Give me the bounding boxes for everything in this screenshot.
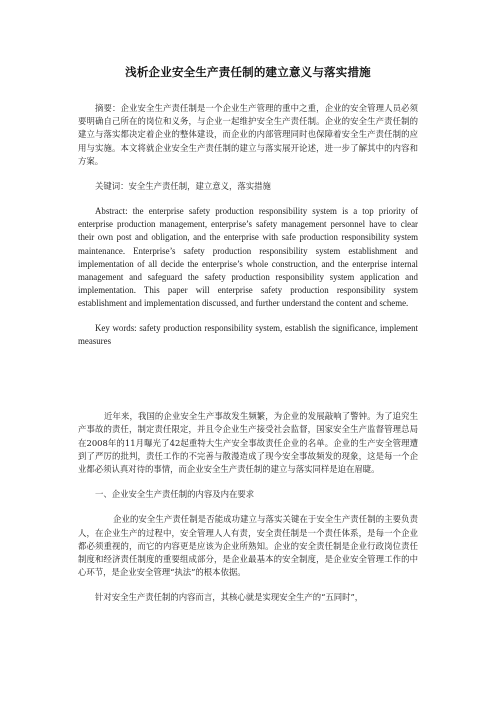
intro-paragraph: 近年来，我国的企业安全生产事故发生频繁，为企业的发展敲响了警钟。为了追究生产事故的责任，制定责任限定，并且令企业生产接受社会监督，国家安全生产监督管理总局在2008年的11月曝光了42起重特大生产安全事故责任企业的名单。企业的生产安全管理遭到了严厉的批判，责任工作的不完善与散漫造成了现今安全事故频发的现象，这是每一个企业都必须认真对待的事情，而企业安全生产责任制的建立与落实同样是迫在眉睫。: [78, 411, 418, 474]
section-heading-1: 一、企业安全生产责任制的内容及内在要求: [95, 489, 255, 500]
keywords-english: Key words: safety production responsibility system, establish the significance, implement measures: [78, 322, 418, 347]
paper-title: 浅析企业安全生产责任制的建立意义与落实措施: [125, 65, 371, 79]
body-paragraph-2: 针对安全生产责任制的内容而言，其核心就是实现安全生产的“五同时”，: [95, 592, 364, 603]
abstract-chinese: 摘要：企业安全生产责任制是一个企业生产管理的重中之重，企业的安全管理人员必须要明确自己所在的岗位和义务，与企业一起维护安全生产责任制。企业的安全生产责任制的建立与落实都决定着企业的整体建设，而企业的内部管理同时也保障着安全生产责任制的应用与实施。本文将就企业安全生产责任制的建立与落实展开论述，进一步了解其中的内容和方案。: [78, 103, 418, 166]
abstract-english: Abstract: the enterprise safety production responsibility system is a top priority of enterprise production management, enterprise’s safety management personnel have to clear their own post and obligation, and the enterprise with safe production responsibility system maintenance. Enterprise’s safety production responsibility system establishment and implementation of all decide the enterprise’s whole construction, and the enterprise internal management and safeguard the safety production responsibility system application and implementation. This paper will enterprise safety production responsibility system establishment and implementation discussed, and further understand the content and scheme.: [78, 206, 418, 308]
body-paragraph-1: 企业的安全生产责任制是否能成功建立与落实关键在于安全生产责任制的主要负责人，在企业生产的过程中，安全管理人人有责，安全责任制是一个责任体系，是每一个企业都必须重视的，而它的内容更是应该为企业所熟知。企业的安全责任制是企业行政岗位责任制度和经济责任制度的重要组成部分，是企业最基本的安全制度，是企业安全管理工作的中心环节，是企业安全管理“执法”的根本依据。: [78, 514, 418, 578]
keywords-chinese: 关键词：安全生产责任制，建立意义，落实措施: [95, 181, 271, 192]
